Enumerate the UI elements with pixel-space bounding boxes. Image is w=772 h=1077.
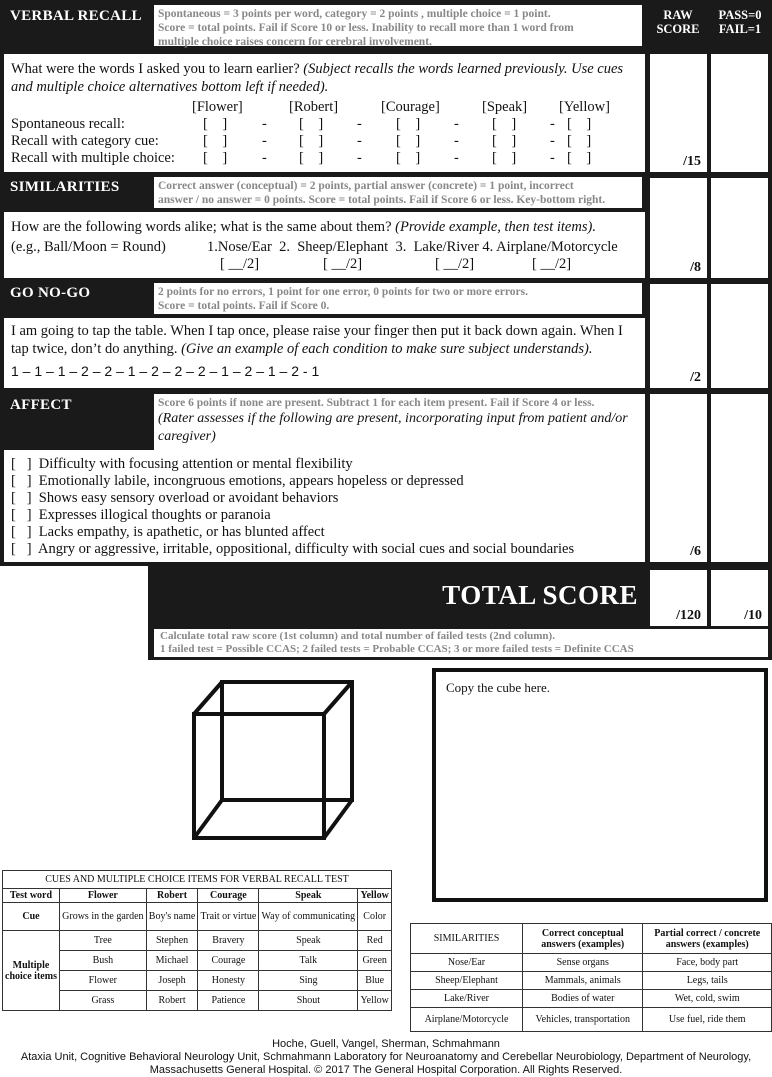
mc-cell: Courage (198, 951, 259, 971)
cube-copy-box[interactable] (432, 668, 768, 902)
sim-key-header: Correct conceptual answers (examples) (523, 924, 643, 954)
similarities-blank[interactable]: [ __/2] (220, 256, 260, 272)
gonogo-title: GO NO-GO (10, 285, 91, 301)
sim-key-cell: Sheep/Elephant (411, 972, 523, 990)
recall-dash: - (262, 116, 267, 132)
mc-cell: Sing (259, 971, 358, 991)
sim-key-header: Partial correct / concrete answers (examples) (643, 924, 772, 954)
cue-cell: Trait or virtue (198, 903, 259, 931)
sim-key-cell: Use fuel, ride them (643, 1008, 772, 1032)
similarities-blank[interactable]: [ __/2] (532, 256, 572, 272)
gonogo-pass-fail-box[interactable] (711, 284, 768, 388)
sim-key-cell: Sense organs (523, 954, 643, 972)
mc-cell: Honesty (198, 971, 259, 991)
cue-cell: Way of communicating (259, 903, 358, 931)
recall-checkbox[interactable]: [ ] (203, 133, 228, 149)
affect-raw-score-box[interactable]: /6 (650, 394, 707, 562)
affect-title: AFFECT (10, 397, 72, 413)
sim-key-cell: Face, body part (643, 954, 772, 972)
recall-dash: - (454, 133, 459, 149)
cues-header: Flower (60, 889, 147, 903)
recall-checkbox[interactable]: [ ] (203, 116, 228, 132)
gonogo-raw-score-box[interactable]: /2 (650, 284, 707, 388)
cue-cell: Boy's name (146, 903, 198, 931)
verbal-pass-fail-box[interactable] (711, 54, 768, 172)
mc-cell: Speak (259, 931, 358, 951)
spontaneous-recall-label: Spontaneous recall: (11, 116, 125, 132)
recall-word-robert: [Robert] (289, 99, 339, 115)
recall-checkbox[interactable]: [ ] (567, 133, 592, 149)
category-cue-label: Recall with category cue: (11, 133, 159, 149)
cues-table (2, 870, 392, 1011)
mc-cell: Blue (358, 971, 392, 991)
recall-dash: - (357, 133, 362, 149)
sim-key-cell: Wet, cold, swim (643, 990, 772, 1008)
recall-dash: - (454, 116, 459, 132)
mc-cell: Red (358, 931, 392, 951)
footer-affiliation: Ataxia Unit, Cognitive Behavioral Neurology Unit, Schmahmann Laboratory for Neuroanatomy and Cerebellar Neurobiology, Department of Neurology, (20, 1051, 752, 1063)
recall-dash: - (262, 150, 267, 166)
mc-cell: Patience (198, 991, 259, 1011)
verbal-instructions: Spontaneous = 3 points per word, category = 2 points , multiple choice = 1 point. Score = total points. Fail if Score 10 or less. Inability to recall more than 1 word from multiple choice raises concern for cerebral involvement. (154, 5, 642, 46)
recall-checkbox[interactable]: [ ] (567, 150, 592, 166)
mc-cell: Shout (259, 991, 358, 1011)
mc-cell: Grass (60, 991, 147, 1011)
recall-checkbox[interactable]: [ ] (203, 150, 228, 166)
sim-key-cell: Lake/River (411, 990, 523, 1008)
recall-checkbox[interactable]: [ ] (396, 150, 421, 166)
total-fail-count-box[interactable]: /10 (711, 570, 768, 626)
mc-cell: Michael (146, 951, 198, 971)
recall-checkbox[interactable]: [ ] (299, 133, 324, 149)
similarities-items: 1.Nose/Ear 2. Sheep/Elephant 3. Lake/River 4. Airplane/Motorcycle (207, 239, 618, 255)
recall-checkbox[interactable]: [ ] (567, 116, 592, 132)
recall-dash: - (357, 116, 362, 132)
footer-copyright: Massachusetts General Hospital. © 2017 The General Hospital Corporation. All Rights Reserved. (149, 1064, 623, 1076)
multiple-choice-label: Recall with multiple choice: (11, 150, 175, 166)
footer-authors: Hoche, Guell, Vangel, Sherman, Schmahmann (272, 1038, 500, 1050)
recall-dash: - (357, 150, 362, 166)
recall-checkbox[interactable]: [ ] (492, 150, 517, 166)
affect-item[interactable]: [ ] Difficulty with focusing attention or mental flexibility (11, 456, 353, 472)
mc-cell: Flower (60, 971, 147, 991)
cue-cell: Color (358, 903, 392, 931)
gonogo-instructions: 2 points for no errors, 1 point for one error, 0 points for two or more errors. Score = total points. Fail if Score 0. (154, 283, 642, 314)
mc-cell: Tree (60, 931, 147, 951)
recall-checkbox[interactable]: [ ] (396, 133, 421, 149)
raw-score-header: RAW SCORE (656, 8, 700, 36)
cube-drawing (185, 676, 360, 846)
mc-cell: Robert (146, 991, 198, 1011)
cues-header: Courage (198, 889, 259, 903)
sim-key-cell: Legs, tails (643, 972, 772, 990)
gonogo-sequence: 1 – 1 – 1 – 2 – 2 – 1 – 2 – 2 – 2 – 1 – 2 – 1 – 2 - 1 (11, 363, 320, 379)
affect-item[interactable]: [ ] Angry or aggressive, irritable, oppositional, difficulty with social cues and social boundaries (11, 541, 575, 557)
similarities-title: SIMILARITIES (10, 179, 120, 195)
sim-key-cell: Bodies of water (523, 990, 643, 1008)
cues-table-title: CUES AND MULTIPLE CHOICE ITEMS FOR VERBAL RECALL TEST (3, 871, 392, 889)
verbal-raw-score-box[interactable]: /15 (650, 54, 707, 172)
recall-dash: - (550, 116, 555, 132)
cube-copy-label: Copy the cube here. (446, 680, 550, 695)
recall-dash: - (454, 150, 459, 166)
recall-checkbox[interactable]: [ ] (299, 150, 324, 166)
recall-checkbox[interactable]: [ ] (396, 116, 421, 132)
recall-word-flower: [Flower] (192, 99, 243, 115)
similarities-blank[interactable]: [ __/2] (323, 256, 363, 272)
recall-dash: - (262, 133, 267, 149)
affect-item[interactable]: [ ] Emotionally labile, incongruous emotions, appears hopeless or depressed (11, 473, 464, 489)
similarities-question: How are the following words alike; what is the same about them? (Provide example, then test items). (11, 219, 596, 235)
sim-key-cell: Nose/Ear (411, 954, 523, 972)
recall-checkbox[interactable]: [ ] (299, 116, 324, 132)
mc-cell: Green (358, 951, 392, 971)
recall-dash: - (550, 150, 555, 166)
recall-word-speak: [Speak] (482, 99, 528, 115)
affect-pass-fail-box[interactable] (711, 394, 768, 562)
recall-checkbox[interactable]: [ ] (492, 116, 517, 132)
total-score-title: TOTAL SCORE (442, 580, 638, 610)
pass-fail-header: PASS=0 FAIL=1 (718, 8, 762, 36)
cues-header: Yellow (358, 889, 392, 903)
similarities-instructions: Correct answer (conceptual) = 2 points, partial answer (concrete) = 1 point, incorrect answer / no answer = 0 points. Score = total points. Fail if Score 6 or less. Key-bottom right. (154, 177, 642, 208)
total-instructions: Calculate total raw score (1st column) and total number of failed tests (2nd column). 1 failed test = Possible CCAS; 2 failed tests = Probable CCAS; 3 or more failed tests = Definite CCAS (154, 629, 768, 657)
similarities-example: (e.g., Ball/Moon = Round) (11, 239, 166, 255)
recall-checkbox[interactable]: [ ] (492, 133, 517, 149)
similarities-key-table (410, 923, 772, 1032)
mc-cell: Yellow (358, 991, 392, 1011)
affect-item[interactable]: [ ] Shows easy sensory overload or avoidant behaviors (11, 490, 339, 506)
mc-cell: Stephen (146, 931, 198, 951)
mc-cell: Bush (60, 951, 147, 971)
recall-dash: - (550, 133, 555, 149)
similarities-raw-score-box[interactable]: /8 (650, 178, 707, 278)
mc-cell: Joseph (146, 971, 198, 991)
verbal-recall-title: VERBAL RECALL (10, 8, 142, 24)
cue-cell: Grows in the garden (60, 903, 147, 931)
recall-word-courage: [Courage] (381, 99, 440, 115)
mc-row-label: Multiple choice items (3, 931, 60, 1011)
gonogo-text: I am going to tap the table. When I tap once, please raise your finger then put it back down again. When I tap twice, don’t do anything. (Give an example of each condition to make sure subject understands). (11, 323, 623, 357)
verbal-question: What were the words I asked you to learn earlier? (Subject recalls the words learned previously. Use cues and multiple choice alternatives bottom left if needed). (11, 61, 624, 95)
sim-key-header: SIMILARITIES (411, 924, 523, 954)
cues-header: Speak (259, 889, 358, 903)
affect-instructions: Score 6 points if none are present. Subtract 1 for each item present. Fail if Score 4 or less. (Rater assesses if the following are present, incorporating input from patient and/or caregiver) (154, 394, 645, 450)
sim-key-cell: Airplane/Motorcycle (411, 1008, 523, 1032)
cue-row-label: Cue (3, 903, 60, 931)
recall-word-yellow: [Yellow] (559, 99, 610, 115)
cues-header: Robert (146, 889, 198, 903)
footer (0, 1038, 772, 1077)
similarities-blank[interactable]: [ __/2] (435, 256, 475, 272)
sim-key-cell: Mammals, animals (523, 972, 643, 990)
affect-item[interactable]: [ ] Lacks empathy, is apathetic, or has blunted affect (11, 524, 325, 540)
mc-cell: Bravery (198, 931, 259, 951)
total-raw-score-box[interactable]: /120 (650, 570, 707, 626)
similarities-pass-fail-box[interactable] (711, 178, 768, 278)
mc-cell: Talk (259, 951, 358, 971)
affect-item[interactable]: [ ] Expresses illogical thoughts or paranoia (11, 507, 271, 523)
cues-header: Test word (3, 889, 60, 903)
sim-key-cell: Vehicles, transportation (523, 1008, 643, 1032)
